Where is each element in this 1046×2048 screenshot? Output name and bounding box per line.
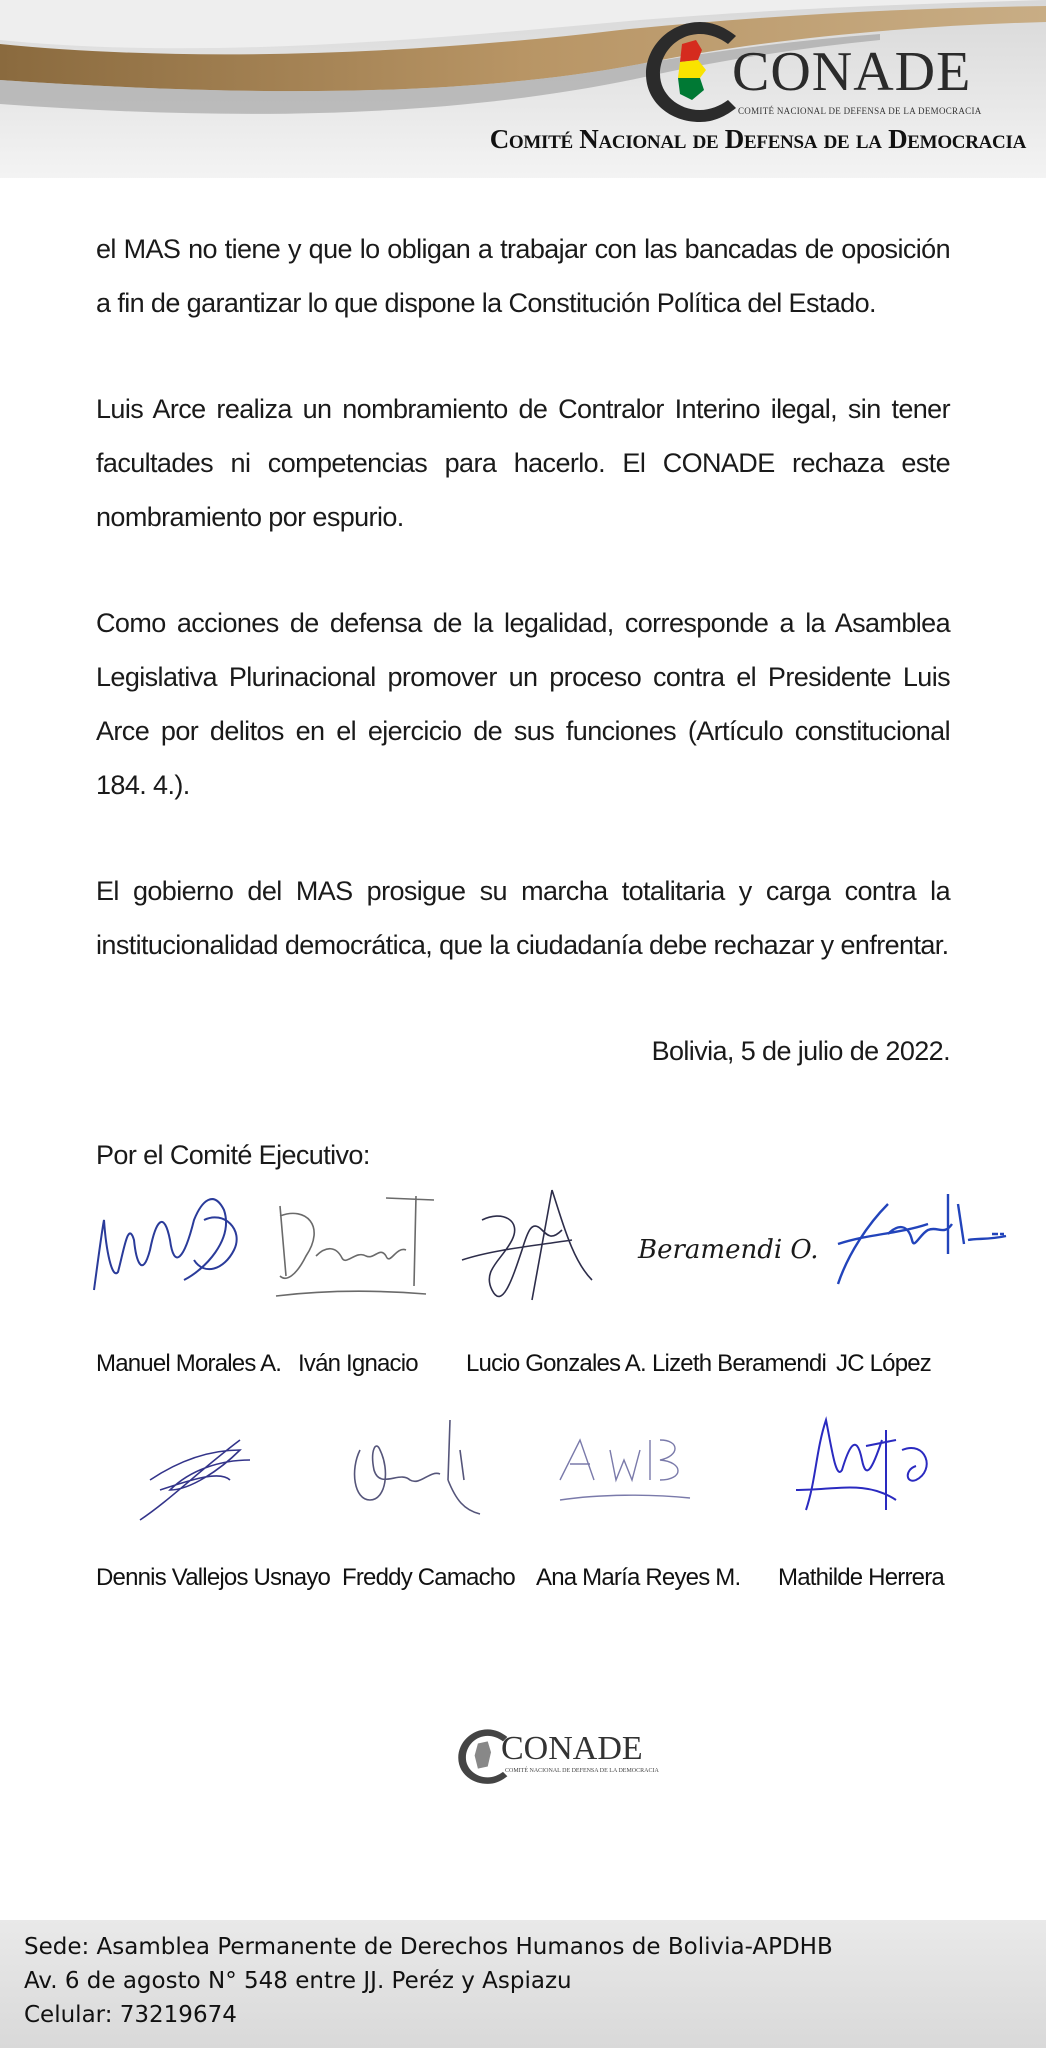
address-footer — [0, 1920, 1046, 2048]
paragraph: el MAS no tiene y que lo obligan a trabajar con las bancadas de oposición a fin de garantizar lo que dispone la Constitución Política del Estado. — [96, 234, 950, 318]
signature-lizeth-beramendi — [634, 1202, 819, 1292]
signatory-name: Mathilde Herrera — [778, 1564, 944, 1591]
signatory-name: Lucio Gonzales A. — [466, 1350, 646, 1377]
signature-dennis-vallejos — [130, 1420, 260, 1530]
signature-mathilde-herrera — [786, 1410, 946, 1530]
paragraph: Como acciones de defensa de la legalidad, corresponde a la Asamblea Legislativa Plurinacional promover un proceso contra el Presidente Luis Arce por delitos en el ejercicio de sus funciones (Artículo constitucional 184. 4.). — [96, 608, 950, 800]
letterhead-header — [0, 0, 1046, 182]
signature-text: Beramendi O. — [638, 1235, 819, 1265]
signatory-name: Freddy Camacho — [342, 1564, 515, 1591]
signature-ana-maria-reyes — [550, 1420, 700, 1520]
date-line: Bolivia, 5 de julio de 2022. — [651, 1036, 950, 1066]
signature-lucio-gonzales — [452, 1180, 602, 1320]
footer-address-line: Sede: Asamblea Permanente de Derechos Humanos de Bolivia-APDHB — [24, 1934, 833, 1960]
conade-logo — [640, 14, 982, 124]
signature-ivan-ignacio — [266, 1186, 436, 1306]
footer-address-line: Av. 6 de agosto N° 548 entre JJ. Peréz y Aspiazu — [24, 1968, 572, 1994]
signatory-name: Dennis Vallejos Usnayo — [96, 1564, 331, 1591]
signature-jc-lopez — [828, 1184, 1008, 1294]
executive-label: Por el Comité Ejecutivo: — [96, 1140, 370, 1170]
signatures-block — [0, 1180, 1046, 1620]
signatory-name: Iván Ignacio — [298, 1350, 418, 1377]
signatory-name: Lizeth Beramendi — [652, 1350, 826, 1377]
signature-manuel-morales — [84, 1180, 254, 1310]
paragraph: El gobierno del MAS prosigue su marcha totalitaria y carga contra la institucionalidad democrática, que la ciudadanía debe rechazar y enfrentar. — [96, 876, 950, 960]
logo-wordmark: CONADE — [732, 41, 972, 103]
footer-phone-line: Celular: 73219674 — [24, 2002, 237, 2028]
signature-freddy-camacho — [340, 1410, 490, 1530]
letter-body — [96, 222, 950, 1182]
footer-logo-wordmark: CONADE — [501, 1730, 643, 1767]
conade-footer-logo — [455, 1720, 659, 1800]
logo-subtitle: COMITÉ NACIONAL DE DEFENSA DE LA DEMOCRACIA — [738, 106, 982, 116]
signatory-name: Ana María Reyes M. — [536, 1564, 741, 1591]
signatory-name: Manuel Morales A. — [96, 1350, 282, 1377]
header-title: Comité Nacional de Defensa de la Democracia — [489, 124, 1026, 154]
signatory-name: JC López — [836, 1350, 931, 1377]
paragraph: Luis Arce realiza un nombramiento de Contralor Interino ilegal, sin tener facultades ni competencias para hacerlo. El CONADE rechaza este nombramiento por espurio. — [96, 394, 950, 532]
footer-logo-subtitle: COMITÉ NACIONAL DE DEFENSA DE LA DEMOCRACIA — [505, 1768, 659, 1774]
